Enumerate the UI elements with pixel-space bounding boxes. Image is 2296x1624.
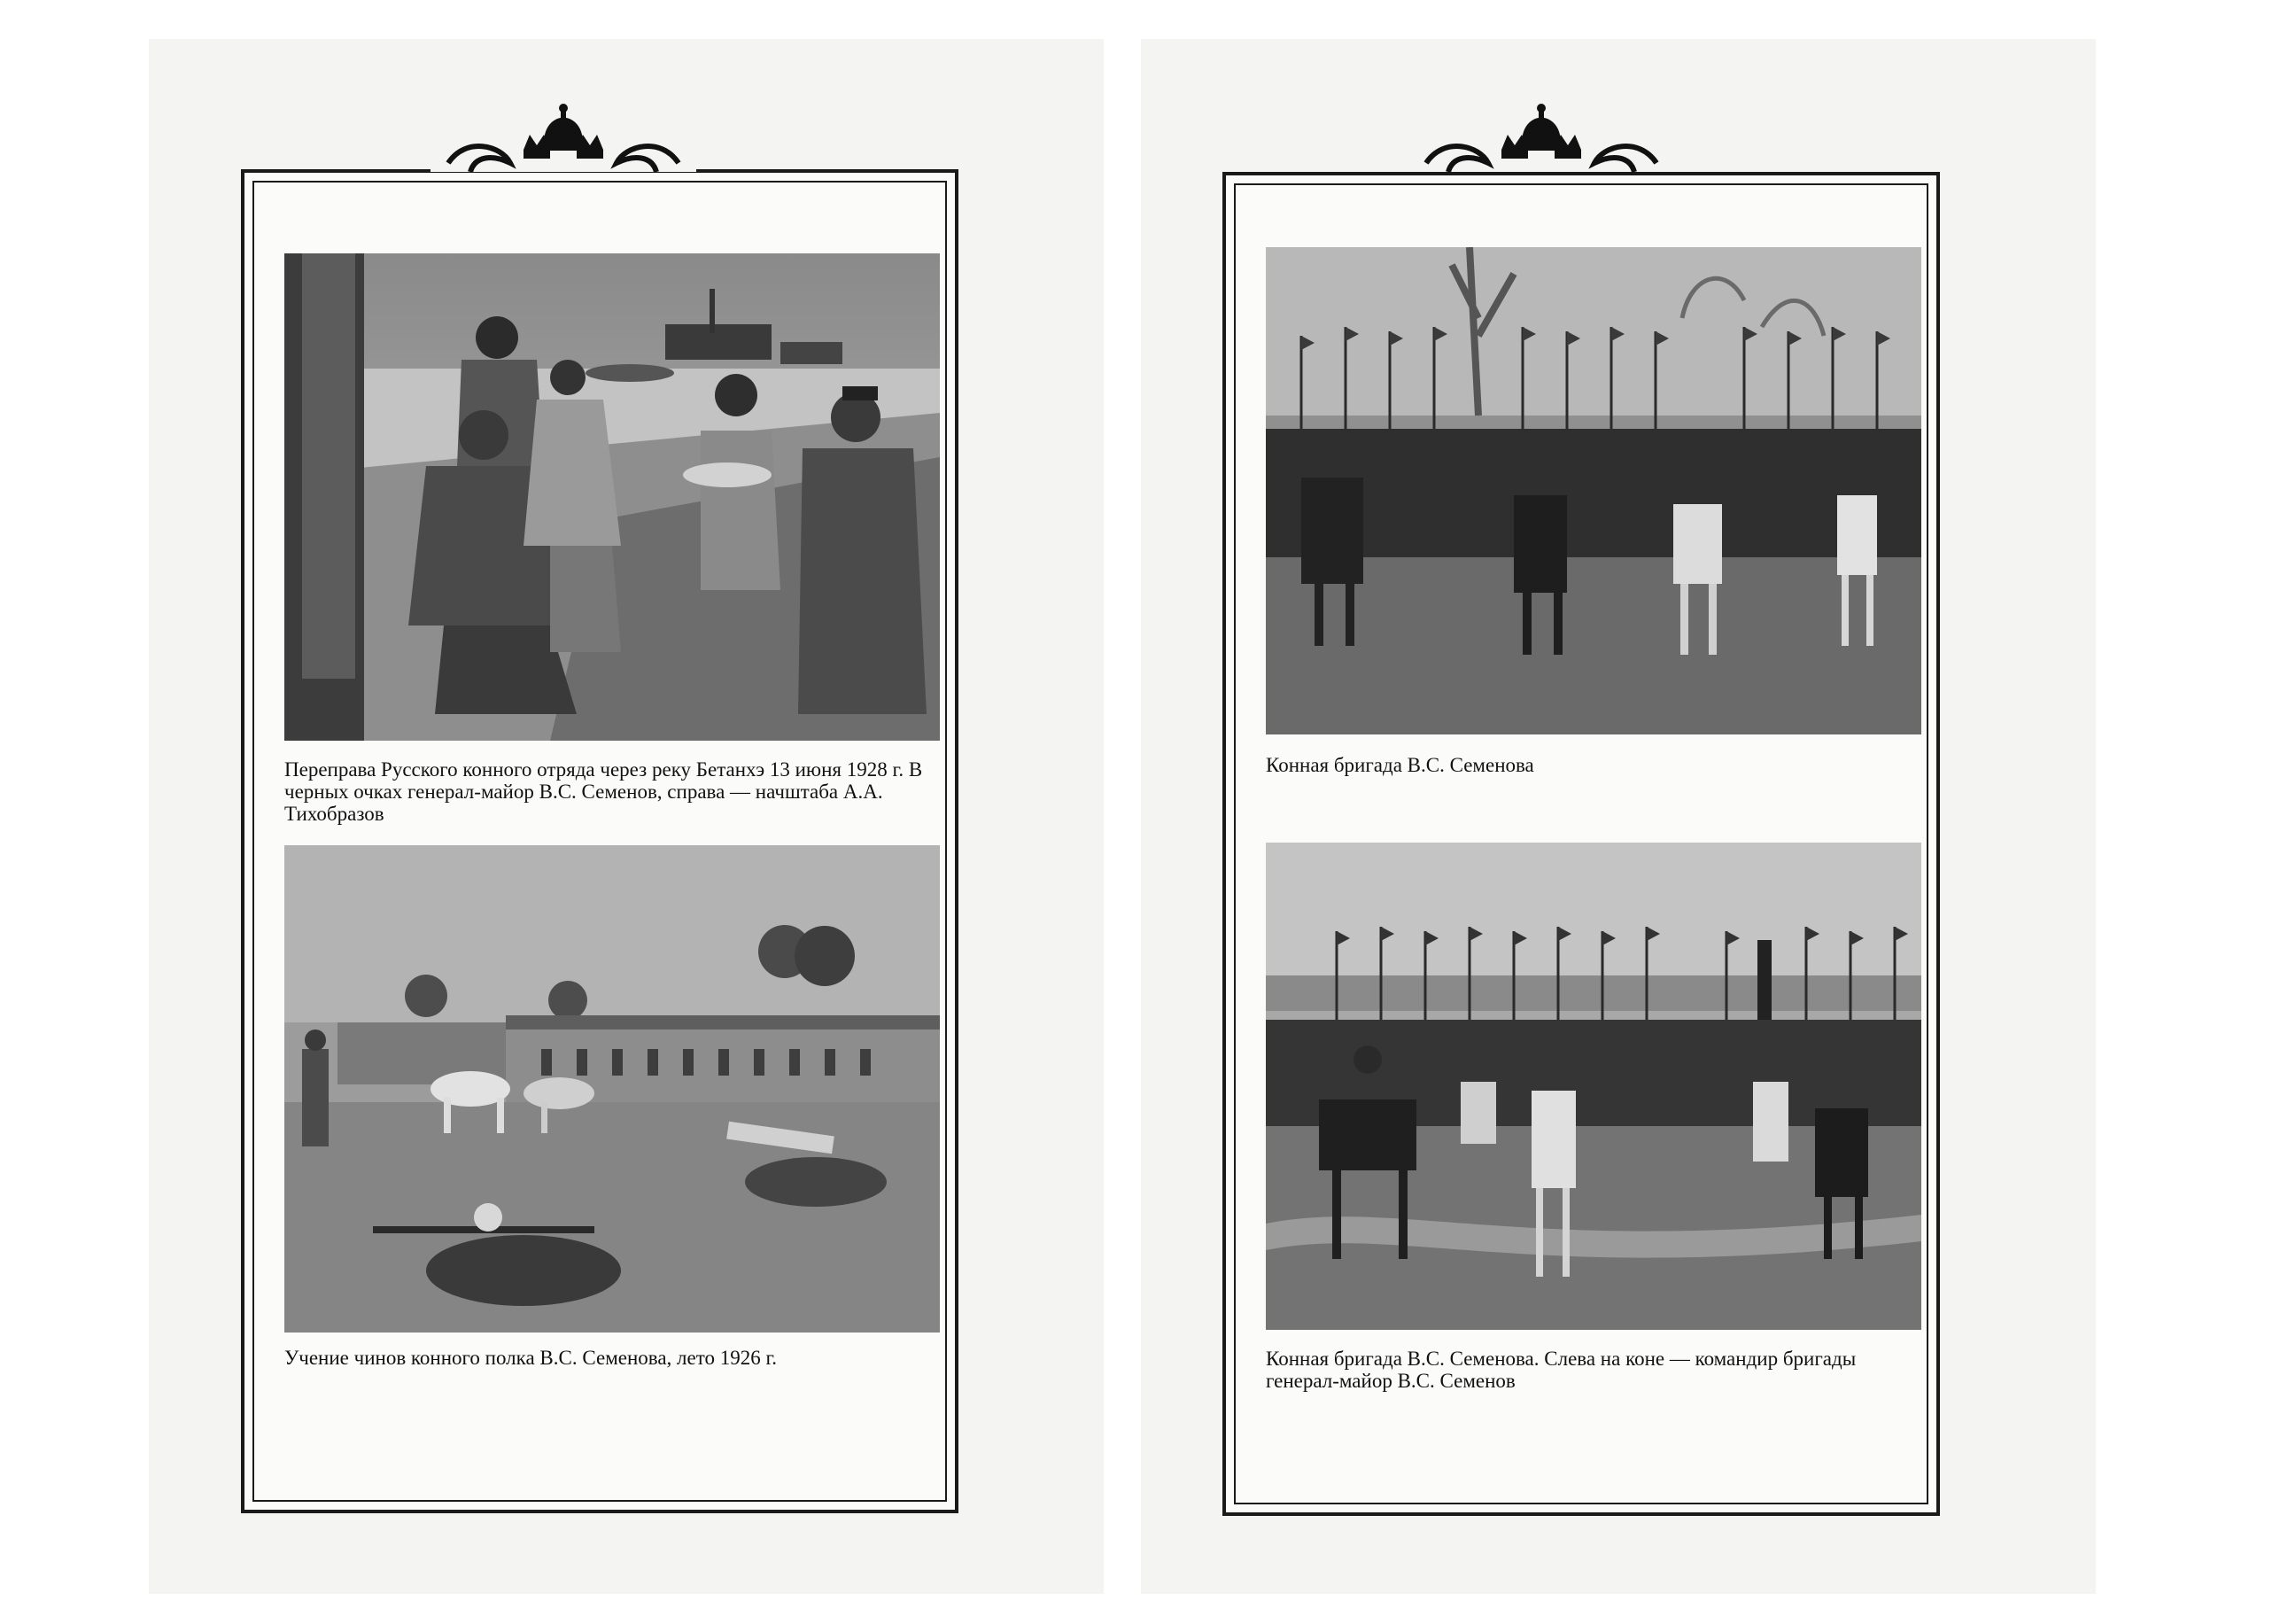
left-page-inner-rule [252,181,947,1502]
cavalry-brigade-commander-photo [1266,843,1921,1330]
right-page-inner-rule [1234,183,1928,1504]
right-page [1141,39,2096,1594]
cavalry-drill-photo [284,845,940,1333]
cavalry-brigade-commander-caption: Конная бригада В.С. Семенова. Слева на коне — командир бригады генерал-майор В.С. Семенов [1266,1348,1857,1392]
crowned-scroll-ornament-icon [430,101,696,190]
cavalry-drill-image [284,845,940,1333]
right-page-frame [1222,172,1940,1516]
river-crossing-photo [284,253,940,741]
left-page-frame [241,169,958,1513]
cavalry-drill-caption: Учение чинов конного полка В.С. Семенова, лето 1926 г. [284,1347,778,1369]
left-page [149,39,1104,1594]
cavalry-brigade-caption: Конная бригада В.С. Семенова [1266,754,1534,776]
river-crossing-caption: Переправа Русского конного отряда через реку Бетанхэ 13 июня 1928 г. В черных очках генерал-майор В.С. Семенов, справа — начштаба А.А. Тихобразов [284,758,923,825]
cavalry-brigade-commander-image [1266,843,1921,1330]
book-gutter [1104,39,1141,1594]
cavalry-brigade-photo [1266,247,1921,734]
river-crossing-image [284,253,940,741]
crowned-scroll-ornament-icon [1408,101,1674,190]
cavalry-brigade-image [1266,247,1921,734]
